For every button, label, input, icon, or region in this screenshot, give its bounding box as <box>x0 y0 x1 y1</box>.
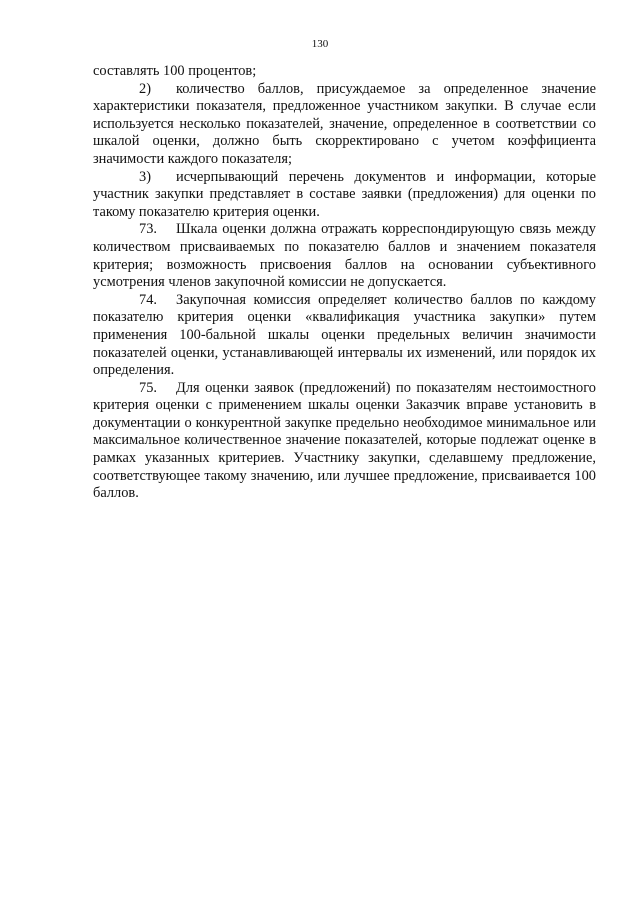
paragraph-74 <box>93 292 596 380</box>
paragraph-number: 73. <box>139 221 157 238</box>
paragraph-text: исчерпывающий перечень документов и информации, которые участник закупки представляет в составе заявки (предложения) для оценки по такому показателю критерия оценки. <box>93 168 596 220</box>
paragraph-75 <box>93 380 596 503</box>
paragraph-73 <box>93 221 596 291</box>
paragraph-text: составлять 100 процентов; <box>93 63 257 79</box>
paragraph-item-3 <box>93 169 596 222</box>
paragraph-text: Закупочная комиссия определяет количество баллов по каждому показателю критерия оценки «квалификация участника закупки» путем применения 100-бальной шкалы оценки предельных величин значимости показателей оценки, устанавливающей интервалы их изменений, или порядок их определения. <box>93 291 596 379</box>
page-number: 130 <box>311 38 329 50</box>
paragraph-number: 74. <box>139 291 157 308</box>
paragraph-number: 3) <box>139 168 151 185</box>
paragraph-continuation <box>93 63 596 81</box>
paragraph-text: Для оценки заявок (предложений) по показателям нестоимостного критерия оценки с применением шкалы оценки Заказчик вправе установить в документации о конкурентной закупке предельно необходимое минимальное или максимальное количественное значение показателей, которые подлежат оценке в рамках указанных критериев. Участнику закупки, сделавшему предложение, соответствующее такому значению, или лучшее предложение, присваивается 100 баллов. <box>93 379 596 502</box>
paragraph-text: Шкала оценки должна отражать корреспондирующую связь между количеством присваиваемых по показателю баллов и значением показателя критерия; возможность присвоения баллов на основании субъективного усмотрения членов закупочной комиссии не допускается. <box>93 221 596 291</box>
paragraph-number: 2) <box>139 80 151 97</box>
paragraph-text: количество баллов, присуждаемое за определенное значение характеристики показателя, предложенное участником закупки. В случае если используется несколько показателей, значение, определенное в соответствии со шкалой оценки, должно быть скорректировано с учетом коэффициента значимости каждого показателя; <box>93 80 596 167</box>
document-body <box>93 63 596 503</box>
paragraph-number: 75. <box>139 379 157 396</box>
paragraph-item-2 <box>93 81 596 169</box>
